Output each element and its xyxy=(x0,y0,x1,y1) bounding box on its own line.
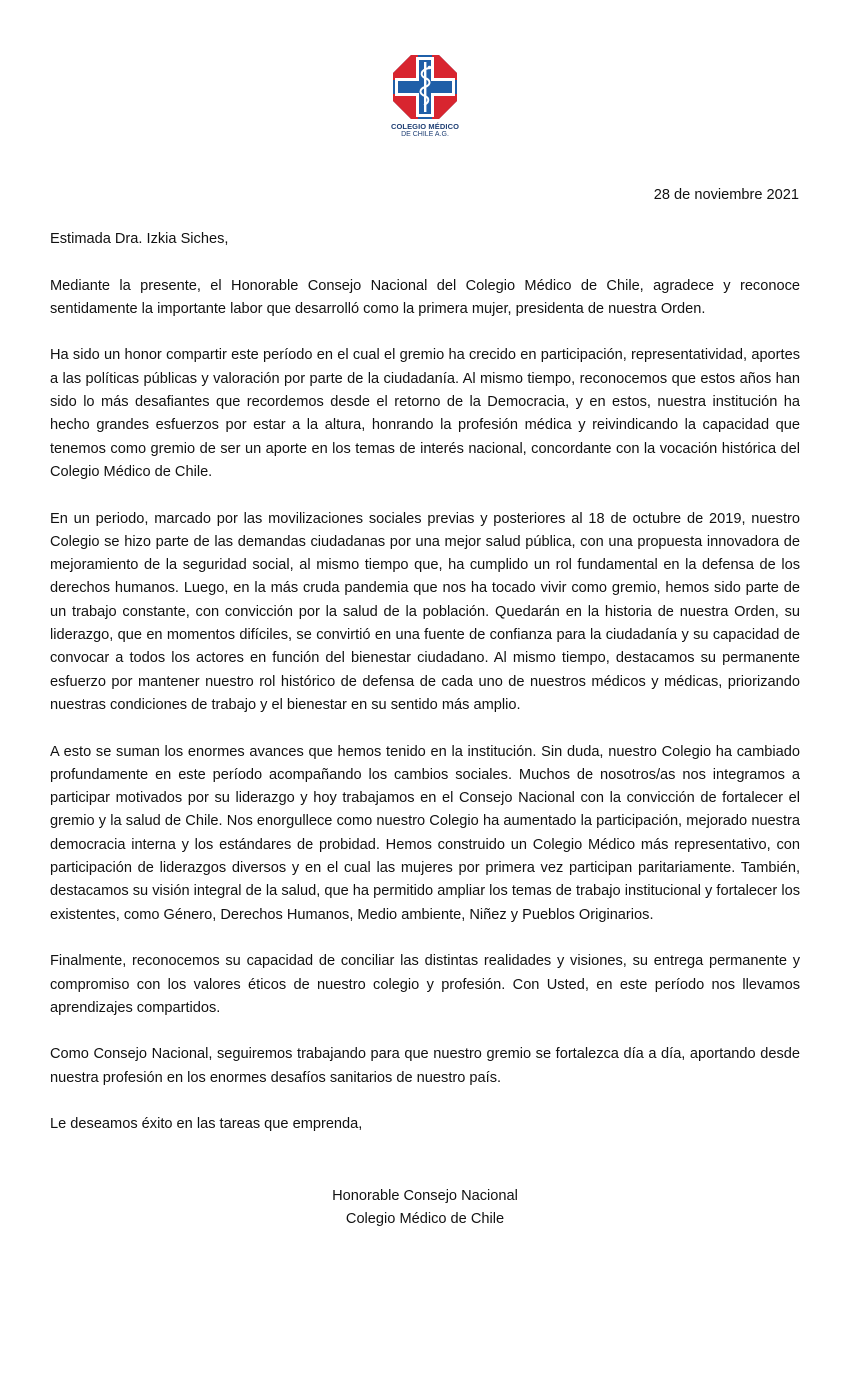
paragraph: Mediante la presente, el Honorable Consejo Nacional del Colegio Médico de Chile, agradece y reconoce sentidamente la importante labor que desarrolló como la primera mujer, presidenta de nuestra Orden. xyxy=(50,277,800,317)
logo-title: COLEGIO MÉDICO xyxy=(390,122,460,131)
closing-line: Le deseamos éxito en las tareas que emprenda, xyxy=(50,1116,363,1133)
letter-body xyxy=(50,228,800,1160)
salutation: Estimada Dra. Izkia Siches, xyxy=(50,231,229,247)
paragraph: Finalmente, reconocemos su capacidad de conciliar las distintas realidades y visiones, su entrega permanente y compromiso con los valores éticos de nuestro colegio y profesión. Con Usted, en este período nos llevamos aprendizajes compartidos. xyxy=(50,953,800,1016)
letter-date: 28 de noviembre 2021 xyxy=(653,187,799,203)
paragraph: A esto se suman los enormes avances que hemos tenido en la institución. Sin duda, nuestro Colegio ha cambiado profundamente en este período acompañando los cambios sociales. Muchos de nosotros/as nos integramos a participar motivados por su liderazgo y hoy trabajamos en el Consejo Nacional con la convicción de fortalecer el gremio y la salud de Chile. Nos enorgullece como nuestro Colegio ha aumentado la participación, mejorado nuestra democracia interna y los estándares de probidad. Hemos construido un Colegio Médico más representativo, con participación de liderazgos diversos y en el cual las mujeres por primera vez participan paritariamente. También, destacamos su visión integral de la salud, que ha permitido ampliar los temas de trabajo institucional y fortalecer los existentes, como Género, Derechos Humanos, Medio ambiente, Niñez y Pueblos Originarios. xyxy=(50,743,800,923)
signature-line-1: Honorable Consejo Nacional xyxy=(332,1188,518,1204)
paragraph: Ha sido un honor compartir este período en el cual el gremio ha crecido en participación, representatividad, aportes a las políticas públicas y valoración por parte de la ciudadanía. Al mismo tiempo, reconocemos que estos años han sido lo más desafiantes que recordemos desde el retorno de la Democracia, y en estos, nuestra institución ha hecho grandes esfuerzos por estar a la altura, honrando la profesión médica y reivindicando la capacidad que tenemos como gremio de ser un aporte en los temas de interés nacional, concordante con la vocación histórica del Colegio Médico de Chile. xyxy=(50,347,800,480)
colegio-medico-cross-logo-icon xyxy=(392,54,458,120)
paragraph: Como Consejo Nacional, seguiremos trabajando para que nuestro gremio se fortalezca día a día, aportando desde nuestra profesión en los enormes desafíos sanitarios de nuestro país. xyxy=(50,1046,800,1086)
logo-subtitle: DE CHILE A.G. xyxy=(401,131,449,138)
colegio-medico-logo xyxy=(387,54,463,139)
signature-line-2: Colegio Médico de Chile xyxy=(345,1211,505,1227)
paragraph: En un periodo, marcado por las movilizaciones sociales previas y posteriores al 18 de octubre de 2019, nuestro Colegio se hizo parte de las demandas ciudadanas por una mejor salud pública, con una propuesta innovadora de mejoramiento de la seguridad social, al mismo tiempo que, ha cumplido un rol fundamental en la defensa de los derechos humanos. Luego, en la más cruda pandemia que nos ha tocado vivir como gremio, hemos sido parte de un trabajo constante, con convicción por la salud de la población. Quedarán en la historia de nuestra Orden, su liderazgo, que en momentos difíciles, se convirtió en una fuente de confianza para la ciudadanía y su capacidad de convocar a todos los actores en función del bienestar ciudadano. Al mismo tiempo, destacamos su permanente esfuerzo por mantener nuestro rol histórico de defensa de cada uno de nuestros médicos y médicas, priorizando nuestras condiciones de trabajo y el bienestar en su sentido más amplio. xyxy=(50,510,800,713)
signature-block xyxy=(0,1185,850,1231)
